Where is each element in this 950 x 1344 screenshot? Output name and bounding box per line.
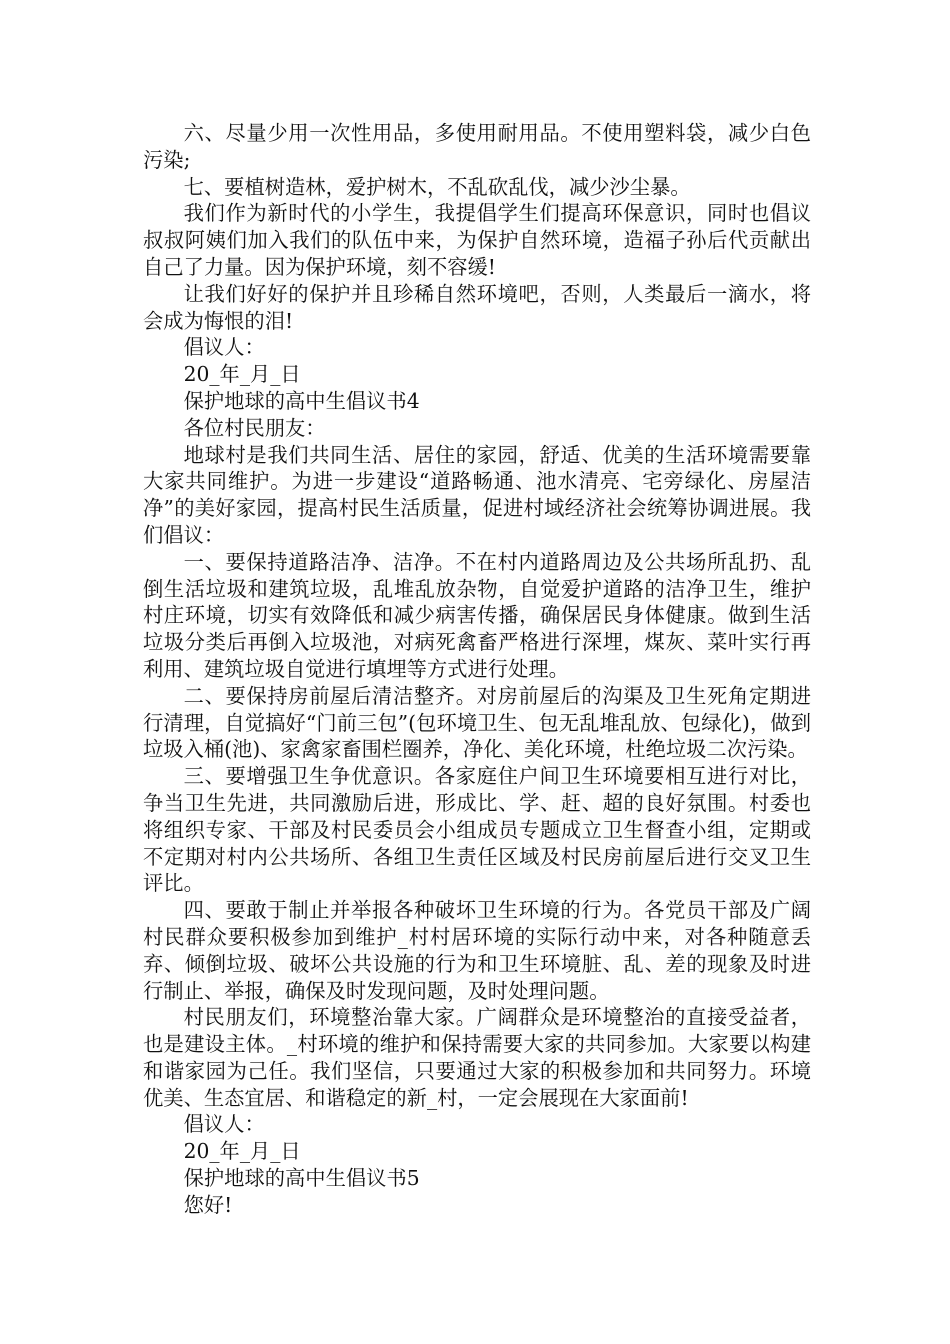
salutation-greeting: 您好!: [183, 1192, 233, 1217]
salutation-villagers: 各位村民朋友：: [183, 415, 326, 440]
section-title-5: 保护地球的高中生倡议书5: [183, 1166, 420, 1191]
paragraph-intro: 地球村是我们共同生活、居住的家园，舒适、优美的生活环境需要靠大家共同维护。为进一步建设“道路畅通、池水清亮、宅旁绿化、房屋洁净”的美好家园，提高村民生活质量，促进村域经济社会统筹协调进展。我们倡议：: [143, 442, 811, 547]
signature-label: 倡议人：: [183, 1112, 265, 1137]
section-title-4: 保护地球的高中生倡议书4: [183, 388, 420, 413]
date-line: 20_年_月_日: [183, 362, 301, 387]
paragraph-point-1: 一、要保持道路洁净、洁净。不在村内道路周边及公共场所乱扔、乱倒生活垃圾和建筑垃圾，乱堆乱放杂物，自觉爱护道路的洁净卫生，维护村庄环境，切实有效降低和减少病害传播，确保居民身体健康。做到生活垃圾分类后再倒入垃圾池，对病死禽畜严格进行深埋，煤灰、菜叶实行再利用、建筑垃圾自觉进行填埋等方式进行处理。: [143, 549, 811, 681]
document-body: [143, 120, 811, 1219]
paragraph-point-4: 四、要敢于制止并举报各种破坏卫生环境的行为。各党员干部及广阔村民群众要积极参加到维护_村村居环境的实际行动中来，对各种随意丢弃、倾倒垃圾、破坏公共设施的行为和卫生环境脏、乱、差的现象及时进行制止、举报，确保及时发现问题，及时处理问题。: [143, 898, 811, 1003]
paragraph-protect-nature: 让我们好好的保护并且珍稀自然环境吧，否则，人类最后一滴水，将会成为悔恨的泪!: [143, 281, 811, 333]
signature-label: 倡议人：: [183, 335, 265, 360]
paragraph-item-6: 六、尽量少用一次性用品，多使用耐用品。不使用塑料袋，减少白色污染;: [143, 121, 811, 172]
paragraph-point-2: 二、要保持房前屋后清洁整齐。对房前屋后的沟渠及卫生死角定期进行清理，自觉搞好“门前三包”(包环境卫生、包无乱堆乱放、包绿化)，做到垃圾入桶(池)、家禽家畜围栏圈养，净化、美化环境，杜绝垃圾二次污染。: [143, 683, 811, 762]
paragraph-item-7: 七、要植树造林，爱护树木，不乱砍乱伐，减少沙尘暴。: [183, 174, 691, 199]
date-line: 20_年_月_日: [183, 1139, 301, 1164]
paragraph-closing: 村民朋友们，环境整治靠大家。广阔群众是环境整治的直接受益者，也是建设主体。_村环境的维护和保持需要大家的共同参加。大家要以构建和谐家园为己任。我们坚信，只要通过大家的积极参加和共同努力。环境优美、生态宜居、和谐稳定的新_村，一定会展现在大家面前!: [143, 1005, 811, 1110]
paragraph-point-3: 三、要增强卫生争优意识。各家庭住户间卫生环境要相互进行对比，争当卫生先进，共同激励后进，形成比、学、赶、超的良好氛围。村委也将组织专家、干部及村民委员会小组成员专题成立卫生督查小组，定期或不定期对村内公共场所、各组卫生责任区域及村民房前屋后进行交叉卫生评比。: [143, 764, 811, 896]
paragraph-appeal: 我们作为新时代的小学生，我提倡学生们提高环保意识，同时也倡议叔叔阿姨们加入我们的队伍中来，为保护自然环境，造福子孙后代贡献出自己了力量。因为保护环境，刻不容缓!: [143, 201, 811, 279]
